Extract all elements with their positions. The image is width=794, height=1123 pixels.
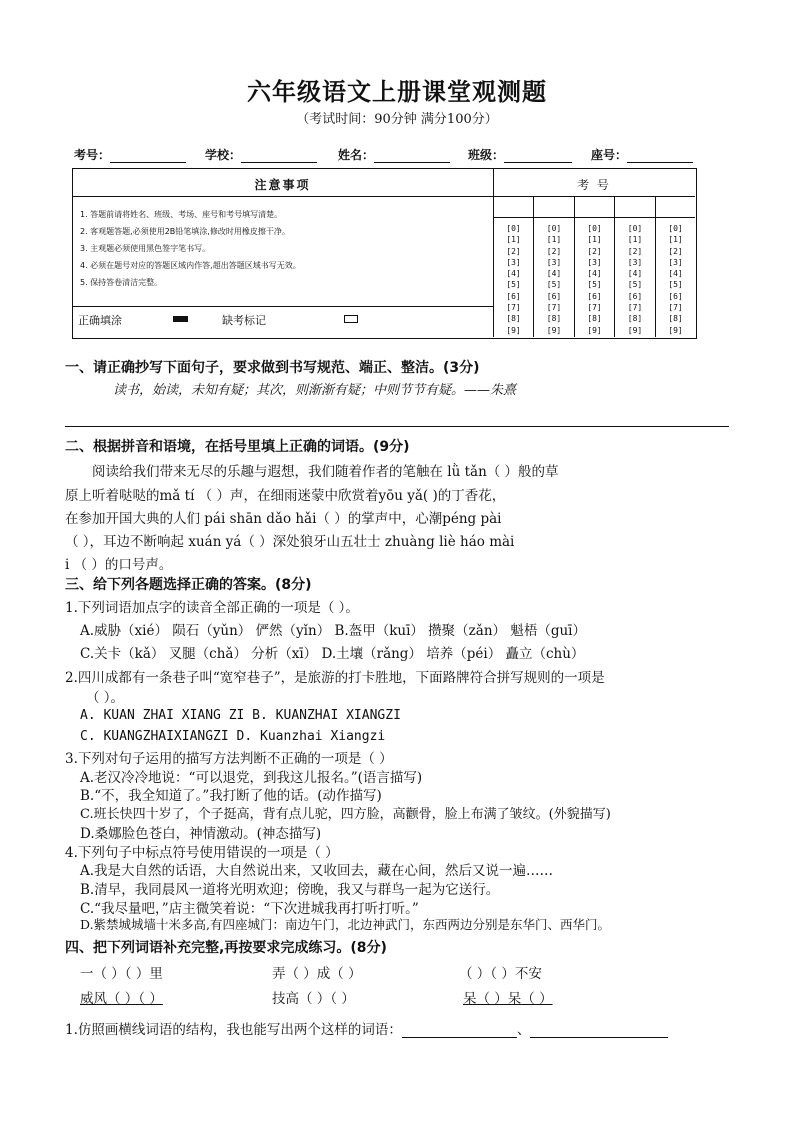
section2-line[interactable]: i （ ）的口号声。 (65, 557, 173, 573)
note-item: 3. 主观题必须使用黑色签字笔书写。 (80, 244, 211, 253)
question-2-answer[interactable]: （ ）。 (86, 690, 125, 706)
section4-task (65, 1018, 668, 1038)
notes-heading: 注意事项 (254, 178, 311, 192)
q1-options-ab[interactable]: A.威胁（xié） 陨石（yǔn） 俨然（yǐn） B.盔甲（kuī） 攒聚（zǎn） 魁梧（guī） (80, 623, 586, 639)
seat-label: 座号： (591, 148, 628, 162)
exam-subtitle: （考试时间：90分钟 满分100分） (296, 112, 498, 127)
q3-option-c[interactable]: C.班长快四十岁了，个子挺高，背有点儿驼，四方脸，高颧骨，脸上布满了皱纹。(外貌描写) (80, 807, 611, 822)
question-4: 4.下列句子中标点符号使用错误的一项是（ ） (65, 845, 339, 861)
class-label: 班级： (468, 148, 505, 162)
exam-digit-column[interactable]: [0] [1] [2] [3] [4] [5] [6] [7] [8] [9] (668, 224, 683, 335)
note-item: 5. 保持答卷清洁完整。 (80, 278, 163, 287)
idiom-blank[interactable]: 技高（ ）（ ） (272, 991, 355, 1007)
seat-field[interactable] (591, 146, 693, 163)
page-title: 六年级语文上册课堂观测题 (247, 78, 547, 106)
section4-heading: 四、把下列词语补充完整,再按要求完成练习。(8分) (65, 940, 387, 956)
question-2: 2.四川成都有一条巷子叫“宽窄巷子”，是旅游的打卡胜地，下面路牌符合拼写规则的一项是 (65, 670, 605, 686)
section1-heading: 一、请正确抄写下面句子，要求做到书写规范、端正、整洁。(3分) (65, 360, 480, 376)
school-field[interactable] (205, 146, 317, 163)
q4-option-b[interactable]: B.清早，我同晨风一道将光明欢迎；傍晚，我又与群鸟一起为它送行。 (80, 882, 500, 898)
absent-mark-checkbox[interactable] (344, 315, 358, 323)
exam-number-field[interactable] (74, 146, 186, 163)
exam-digit-column[interactable]: [0] [1] [2] [3] [4] [5] [6] [7] [8] [9] (627, 224, 643, 335)
q3-option-b[interactable]: B.“不，我全知道了。”我打断了他的话。(动作描写) (80, 788, 382, 804)
answer-blank-2[interactable] (530, 1024, 668, 1038)
exam-digit-column[interactable]: [0] [1] [2] [3] [4] [5] [6] [7] [8] [9] (546, 224, 562, 335)
q3-option-d[interactable]: D.桑娜脸色苍白，神情激动。(神态描写) (80, 826, 322, 842)
note-item: 2. 客观题答题,必须使用2B铅笔填涂,修改时用橡皮擦干净。 (80, 227, 290, 236)
name-label: 姓名： (338, 148, 375, 162)
exam-digit-column[interactable]: [0] [1] [2] [3] [4] [5] [6] [7] [8] [9] (506, 224, 521, 335)
q4-option-a[interactable]: A.我是大自然的话语，大自然说出来，又收回去，藏在心间，然后又说一遍…… (80, 863, 554, 879)
answer-blank-1[interactable] (402, 1024, 517, 1038)
box-fill-rule (72, 306, 493, 307)
q4-option-c[interactable]: C.“我尽量吧，”店主微笑着说：“下次进城我再打听打听。” (80, 901, 419, 917)
q1-options-cd[interactable]: C.关卡（kǎ） 叉腿（chǎ） 分析（xī） D.土壤（rǎng） 培养（péi） 矗立（chù） (80, 646, 585, 662)
exam-number-label: 考号： (74, 148, 111, 162)
copy-answer-line[interactable] (65, 426, 729, 427)
name-field[interactable] (338, 146, 450, 163)
idiom-blank-underlined[interactable]: 威风（ ）（ ） (80, 991, 163, 1007)
section2-line[interactable]: 在参加开国大典的人们 pái shān dǎo hǎi（ ）的掌声中，心潮péng pài (65, 511, 502, 527)
idiom-blank[interactable]: （ ）（ ）不安 (459, 966, 542, 982)
note-item: 4. 必须在题号对应的答题区域内作答,超出答题区域书写无效。 (80, 261, 301, 270)
section2-line[interactable]: 阅读给我们带来无尽的乐趣与遐想，我们随着作者的笔触在 lǜ tǎn（ ）般的草 (92, 464, 559, 480)
note-item: 1. 答题前请将姓名、班级、考场、座号和考号填写清楚。 (80, 210, 283, 219)
class-field[interactable] (468, 146, 572, 163)
exam-number-rule (493, 217, 695, 218)
filled-mark-sample (173, 316, 188, 322)
section1-sentence: 读书，始读，未知有疑；其次，则渐渐有疑；中则节节有疑。——朱熹 (113, 383, 517, 398)
task-separator: 、 (516, 1022, 531, 1038)
section2-line[interactable]: （ ），耳边不断响起 xuán yá（ ）深处狼牙山五壮士 zhuàng liè háo mài (65, 534, 515, 550)
exam-number-heading: 考 号 (577, 178, 611, 192)
q2-options-ab[interactable]: A. KUAN ZHAI XIANG ZI B. KUANZHAI XIANGZI (80, 708, 401, 723)
section2-heading: 二、根据拼音和语境，在括号里填上正确的词语。(9分) (65, 439, 410, 455)
idiom-blank-underlined[interactable]: 呆（ ）呆（ ） (463, 991, 553, 1007)
correct-fill-label: 正确填涂 (78, 314, 122, 327)
question-3: 3.下列对句子运用的描写方法判断不正确的一项是（ ） (65, 751, 393, 767)
exam-digit-column[interactable]: [0] [1] [2] [3] [4] [5] [6] [7] [8] [9] (587, 224, 602, 335)
school-label: 学校： (205, 148, 242, 162)
question-1: 1.下列词语加点字的读音全部正确的一项是（ ）。 (65, 600, 359, 616)
q4-option-d[interactable]: D.紫禁城城墙十米多高,有四座城门：南边午门，北边神武门，东西两边分别是东华门、西华门。 (80, 917, 611, 932)
idiom-blank[interactable]: 一（ ）（ ）里 (80, 966, 163, 982)
section4-task-text: 1.仿照画横线词语的结构，我也能写出两个这样的词语： (65, 1022, 402, 1038)
absent-mark-label: 缺考标记 (222, 314, 266, 327)
idiom-blank[interactable]: 弄（ ）成（ ） (272, 966, 362, 982)
section2-line[interactable]: 原上听着哒哒的mǎ tí （ ）声，在细雨迷蒙中欣赏着yōu yǎ( )的丁香花， (65, 488, 506, 504)
q3-option-a[interactable]: A.老汉冷冷地说：“可以退党，到我这儿报名。”(语言描写) (80, 770, 423, 786)
q2-options-cd[interactable]: C. KUANGZHAIXIANGZI D. Kuanzhai Xiangzi (80, 729, 386, 744)
box-header-rule (72, 196, 695, 197)
section3-heading: 三、给下列各题选择正确的答案。(8分) (65, 577, 312, 593)
